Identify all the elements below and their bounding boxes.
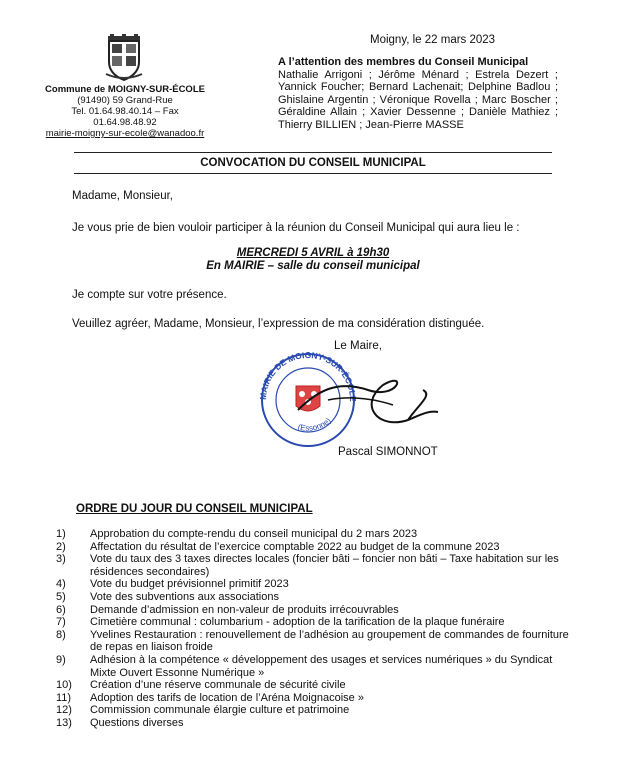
agenda-item — [56, 704, 576, 717]
commune-address: (91490) 59 Grand-Rue — [77, 95, 173, 106]
invitation-text: Je vous prie de bien vouloir participer à la réunion du Conseil Municipal qui aura lieu le : — [72, 222, 520, 234]
agenda-item — [56, 692, 576, 705]
commune-contact-block — [40, 84, 210, 139]
agenda-item — [56, 604, 576, 617]
svg-text:(Essonne) — [297, 416, 333, 433]
agenda-item — [56, 541, 576, 554]
agenda-item-number: 11) — [56, 691, 72, 704]
agenda-item-text: Affectation du résultat de l’exercice comptable 2022 au budget de la commune 2023 — [90, 540, 500, 553]
agenda-item-number: 8) — [56, 628, 66, 641]
agenda-heading: ORDRE DU JOUR DU CONSEIL MUNICIPAL — [76, 503, 313, 515]
commune-crest-logo — [104, 34, 144, 82]
agenda-item — [56, 578, 576, 591]
agenda-item-number: 2) — [56, 540, 66, 553]
agenda-item-text: Vote des subventions aux associations — [90, 590, 279, 603]
agenda-item-text: Cimetière communal : columbarium - adoption de la tarification de la plaque funéraire — [90, 616, 505, 629]
agenda-item-text: Commission communale élargie culture et patrimoine — [90, 704, 350, 717]
document-title: CONVOCATION DU CONSEIL MUNICIPAL — [74, 152, 552, 174]
mayor-stamp-signature — [258, 350, 458, 450]
agenda-item-number: 5) — [56, 590, 66, 603]
agenda-item-number: 13) — [56, 716, 72, 729]
agenda-item — [56, 591, 576, 604]
salutation: Madame, Monsieur, — [72, 190, 173, 202]
meeting-place: En MAIRIE – salle du conseil municipal — [206, 260, 420, 272]
agenda-item-text: Questions diverses — [90, 716, 184, 729]
commune-email-link[interactable]: mairie-moigny-sur-ecole@wanadoo.fr — [45, 128, 205, 139]
attention-block — [278, 56, 558, 132]
agenda-item — [56, 528, 576, 541]
agenda-item-text: Yvelines Restauration : renouvellement de l’adhésion au groupement de commandes de fourniture de repas en liaison froide — [90, 628, 569, 654]
attention-title: A l’attention des membres du Conseil Municipal — [278, 56, 529, 68]
agenda-item-text: Demande d’admission en non-valeur de produits irrécouvrables — [90, 603, 399, 616]
signer-title: Le Maire, — [334, 340, 382, 352]
agenda-item-number: 1) — [56, 528, 66, 540]
agenda-item-text: Approbation du compte-rendu du conseil municipal du 2 mars 2023 — [90, 528, 418, 540]
agenda-item — [56, 717, 576, 730]
agenda-item — [56, 629, 576, 654]
agenda-item-number: 3) — [56, 553, 66, 566]
agenda-list — [56, 528, 576, 730]
agenda-item-number: 10) — [56, 679, 72, 692]
agenda-item-text: Vote du budget prévisionnel primitif 2023 — [90, 578, 289, 591]
agenda-item-number: 12) — [56, 704, 72, 717]
agenda-item-number: 6) — [56, 603, 66, 616]
commune-phone-fax: Tel. 01.64.98.40.14 – Fax 01.64.98.48.92 — [71, 106, 179, 128]
agenda-item-number: 7) — [56, 616, 66, 629]
agenda-item — [56, 553, 576, 578]
agenda-item-text: Adoption des tarifs de location de l’Aréna Moignacoise » — [90, 691, 364, 704]
commune-name: Commune de MOIGNY-SUR-ÉCOLE — [45, 84, 205, 95]
agenda-item-text: Création d’une réserve communale de sécurité civile — [90, 679, 346, 692]
agenda-item-number: 9) — [56, 653, 66, 666]
agenda-item — [56, 616, 576, 629]
stamp-top-text: MAIRIE DE MOIGNY-SUR-ÉCOLE — [258, 350, 359, 402]
stamp-bottom-text: (Essonne) — [296, 416, 333, 433]
agenda-item-text: Adhésion à la compétence « développement des usages et services numériques » du Syndicat Mixte Ouvert Essonne Numérique » — [90, 653, 553, 679]
place-date: Moigny, le 22 mars 2023 — [370, 34, 496, 46]
agenda-item — [56, 654, 576, 679]
closing-text: Veuillez agréer, Madame, Monsieur, l’expression de ma considération distinguée. — [72, 318, 485, 330]
meeting-date: MERCREDI 5 AVRIL à 19h30 — [236, 247, 390, 259]
agenda-item — [56, 679, 576, 692]
meeting-details — [0, 247, 626, 273]
member-list: Nathalie Arrigoni ; Jérôme Ménard ; Estrela Dezert ; Yannick Foucher; Bernard Lachenait; Delphine Badlou ; Ghislaine Argentin ; Véronique Rovella ; Marc Boscher ; Géraldine Allain ; Xavier Dessenne ; Danièle Mathiez ; Thierry BILLIEN ; Jean-Pierre MASSE — [278, 68, 558, 131]
presence-text: Je compte sur votre présence. — [72, 289, 227, 301]
agenda-item-text: Vote du taux des 3 taxes directes locales (foncier bâti – foncier non bâti – Taxe habitation sur les résidences secondaires) — [90, 553, 559, 578]
agenda-item-number: 4) — [56, 578, 66, 591]
signer-name: Pascal SIMONNOT — [338, 446, 438, 458]
